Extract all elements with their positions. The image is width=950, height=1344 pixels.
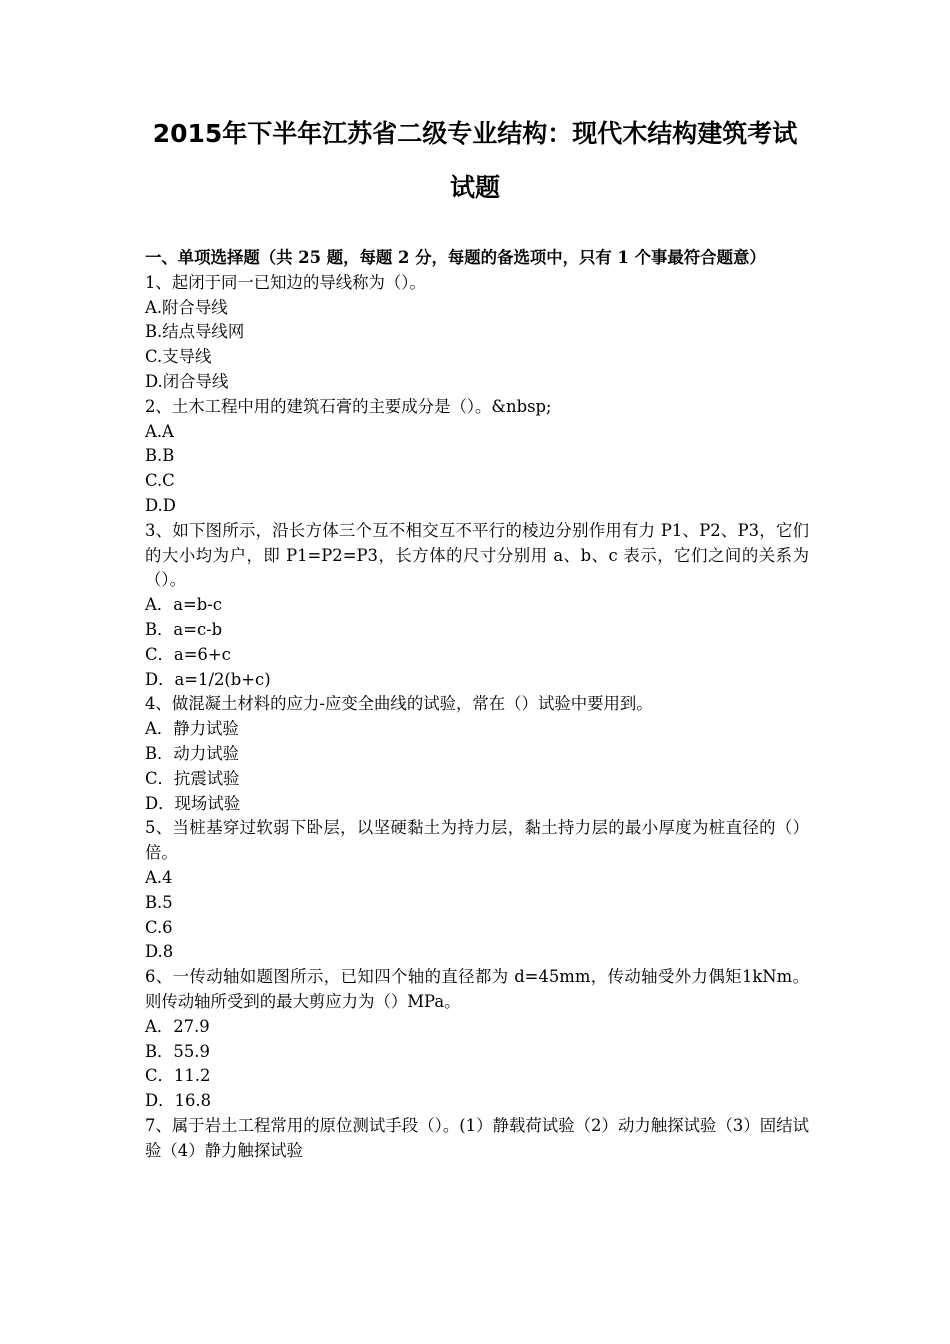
option-c: C.支导线 [145,347,212,367]
question-6 [145,965,809,1114]
option-c: C．a=6+c [145,644,231,664]
question-stem: 1、起闭于同一已知边的导线称为（）。 [145,272,426,292]
option-b: B.结点导线网 [145,322,245,342]
option-a: A．27.9 [145,1016,210,1036]
option-a: A.A [145,421,174,441]
document-title-line-2: 试题 [449,173,500,202]
option-b: B．a=c-b [145,619,223,639]
option-d: D．现场试验 [145,793,241,813]
option-d: D．16.8 [145,1091,212,1111]
question-1 [145,271,809,395]
question-stem: 3、如下图所示，沿长方体三个互不相交互不平行的棱边分别作用有力 P1、P2、P3，它们的大小均为户，即 P1=P2=P3，长方体的尺寸分别用 a、b、c 表示，它们之间的关系为（）。 [145,520,809,590]
option-b: B．动力试验 [145,743,239,763]
option-c: C．抗震试验 [145,768,240,788]
section-heading: 一、单项选择题（共 25 题，每题 2 分，每题的备选项中，只有 1 个事最符合题意） [145,248,766,267]
question-5 [145,816,809,965]
option-c: C.6 [145,917,173,937]
question-4 [145,692,809,816]
option-a: A．a=b-c [145,595,222,615]
option-c: C．11.2 [145,1066,211,1086]
option-d: D．a=1/2(b+c) [145,669,271,689]
question-stem: 4、做混凝土材料的应力-应变全曲线的试验，常在（）试验中要用到。 [145,694,653,714]
option-d: D.8 [145,942,174,962]
option-a: A.附合导线 [145,297,228,317]
question-7 [145,1114,809,1164]
option-a: A.4 [145,867,173,887]
question-stem: 6、一传动轴如题图所示，已知四个轴的直径都为 d=45mm，传动轴受外力偶矩1kNm。则传动轴所受到的最大剪应力为（）MPa。 [145,967,809,1011]
question-stem: 5、当桩基穿过软弱下卧层，以坚硬黏土为持力层，黏土持力层的最小厚度为桩直径的（）倍。 [145,818,809,863]
question-2 [145,395,809,519]
option-b: B.B [145,446,175,466]
option-b: B.5 [145,892,173,912]
option-c: C.C [145,471,175,491]
option-b: B．55.9 [145,1041,210,1061]
option-d: D.D [145,495,176,515]
document-title-line-1: 2015年下半年江苏省二级专业结构：现代木结构建筑考试 [152,119,798,148]
document-body [145,246,809,1163]
option-d: D.闭合导线 [145,371,229,391]
question-stem: 2、土木工程中用的建筑石膏的主要成分是（）。&nbsp; [145,396,552,416]
option-a: A．静力试验 [145,719,239,739]
question-stem: 7、属于岩土工程常用的原位测试手段（）。(1）静载荷试验（2）动力触探试验（3）固结试验（4）静力触探试验 [145,1115,809,1160]
question-3 [145,519,809,693]
